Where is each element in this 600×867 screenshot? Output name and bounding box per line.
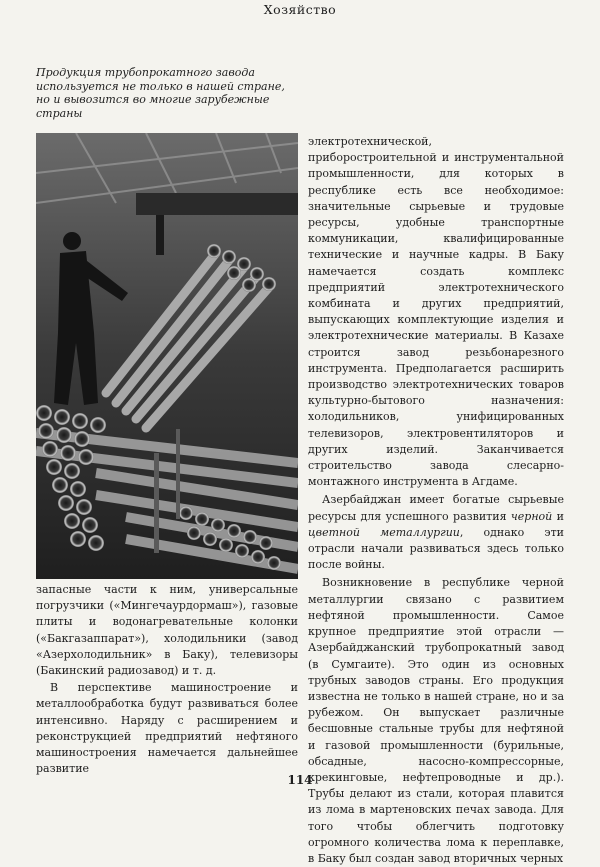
paragraph: электротехнической, приборостроительной и инструментальной промышленности, для которых в республике есть все необходимое: значительные сырьевые и трудовые ресурсы, удобные транспортные коммуникации, квалифицированные технические и научные кадры. В Баку намечается создать комплекс предприятий электротехнического комбината и других предприятий, выпускающих комплектующие изделия и электротехнические материалы. В Казахе строится завод резьбонарезного инструмента. Предполагается расширить производство электротехнических товаров культурно-бытового назначения: холодильников, унифицированных телевизоров, электровентиляторов и других изделий. Заканчивается строительство завода слесарно-монтажного инструмента в Агдаме. <box>308 135 564 489</box>
pipe-factory-illustration <box>36 133 298 579</box>
running-header: Хозяйство <box>263 2 337 17</box>
emphasis-term: цветной металлургии <box>308 525 460 539</box>
factory-photo <box>36 133 298 579</box>
photo-caption: Продукция трубопрокатного завода используется не только в нашей стране, но и вывозится во многие зарубежные страны <box>36 66 285 120</box>
paragraph: Возникновение в республике черной металлургии связано с развитием нефтяной промышленности. Самое крупное предприятие этой отрасли — Азербайджанский трубопрокатный завод (в Сумгаите). Это один из основных трубных заводов страны. Его продукция известна не только в нашей стране, но и за рубежом. Он выпускает различные бесшовные стальные трубы для нефтяной и газовой промышленности (бурильные, обсадные, насосно-компрессорные, крекинговые, нефтепроводные и др.). Трубы делают из стали, которая плавится из лома в мартеновских печах завода. Для того чтобы облегчить подготовку огромного количества лома к переплавке, в Баку был создан завод вторичных черных <box>308 576 564 865</box>
right-text-column <box>308 134 564 867</box>
paragraph: запасные части к ним, универсальные погрузчики («Мингечаурдормаш»), газовые плиты и водонагревательные колонки («Бакгазаппарат»), холодильники (завод «Азерхолодильник» в Баку), телевизоры (Бакинский радиозавод) и т. д. <box>36 583 298 678</box>
paragraph: В перспективе машиностроение и металлообработка будут развиваться более интенсивно. Наряду с расширением и реконструкцией предприятий нефтяного машиностроения намечается дальнейшее развитие <box>36 681 298 776</box>
text-run: Азербайджан имеет богатые сырьевые ресурсы для успешного развития <box>308 493 564 523</box>
emphasis-term: черной <box>510 509 553 523</box>
text-run: и <box>552 509 564 523</box>
text-run: , однако эти отрасли начали развиваться здесь только после войны. <box>308 525 564 572</box>
left-text-column <box>36 582 298 777</box>
page-number: 114 <box>287 773 313 787</box>
paragraph-metallurgy-resources <box>308 492 564 573</box>
